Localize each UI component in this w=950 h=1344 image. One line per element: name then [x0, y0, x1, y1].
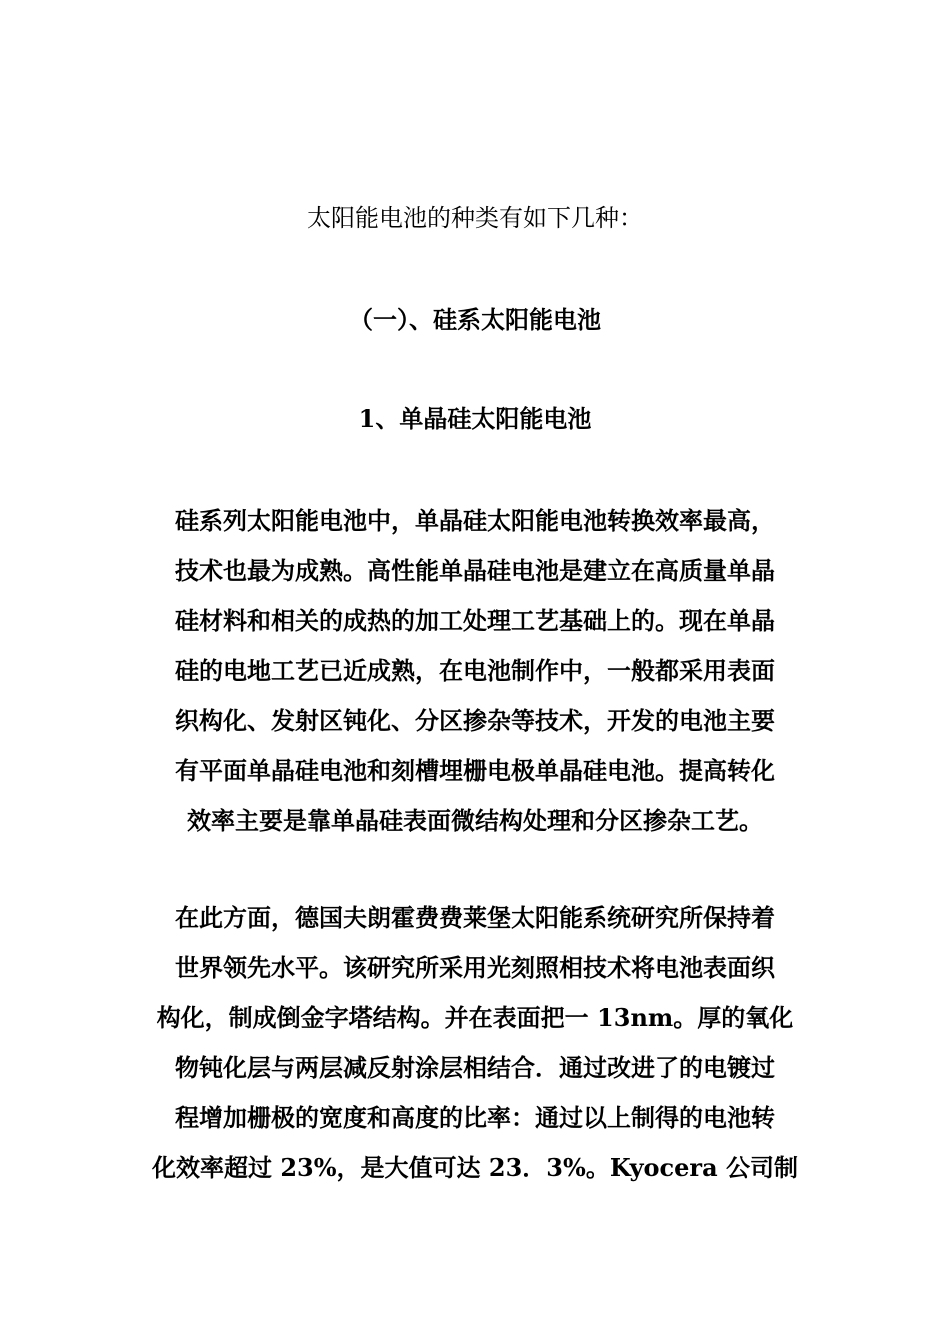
paragraph-line: 效率主要是靠单晶硅表面微结构处理和分区掺杂工艺。 — [187, 806, 763, 835]
paragraph-line: 程增加栅极的宽度和高度的比率：通过以上制得的电池转 — [175, 1103, 775, 1132]
paragraph-line: 有平面单晶硅电池和刻槽埋栅电极单晶硅电池。提高转化 — [175, 756, 775, 785]
subsection-heading: 1、单晶硅太阳能电池 — [358, 404, 592, 433]
paragraph-line: 硅的电地工艺已近成熟，在电池制作中，一般都采用表面 — [175, 656, 775, 685]
paragraph-1 — [120, 496, 830, 846]
paragraph-line: 硅系列太阳能电池中，单晶硅太阳能电池转换效率最高， — [175, 506, 775, 535]
paragraph-line: 物钝化层与两层减反射涂层相结合．通过改进了的电镀过 — [175, 1053, 775, 1082]
section-heading: （一）、硅系太阳能电池 — [349, 305, 601, 334]
paragraph-line: 化效率超过 23%，是大值可达 23．3%。Kyocera 公司制 — [152, 1153, 798, 1182]
paragraph-line: 构化，制成倒金字塔结构。并在表面把一 13nm。厚的氧化 — [156, 1003, 794, 1032]
paragraph-line: 织构化、发射区钝化、分区掺杂等技术，开发的电池主要 — [175, 706, 775, 735]
paragraph-line: 在此方面，德国夫朗霍费费莱堡太阳能系统研究所保持着 — [175, 903, 775, 932]
paragraph-2 — [120, 893, 830, 1193]
paragraph-line: 世界领先水平。该研究所采用光刻照相技术将电池表面织 — [175, 953, 775, 982]
document-title: 太阳能电池的种类有如下几种： — [307, 204, 643, 232]
paragraph-line: 技术也最为成熟。高性能单晶硅电池是建立在高质量单晶 — [175, 556, 775, 585]
paragraph-line: 硅材料和相关的成热的加工处理工艺基础上的。现在单晶 — [175, 606, 775, 635]
